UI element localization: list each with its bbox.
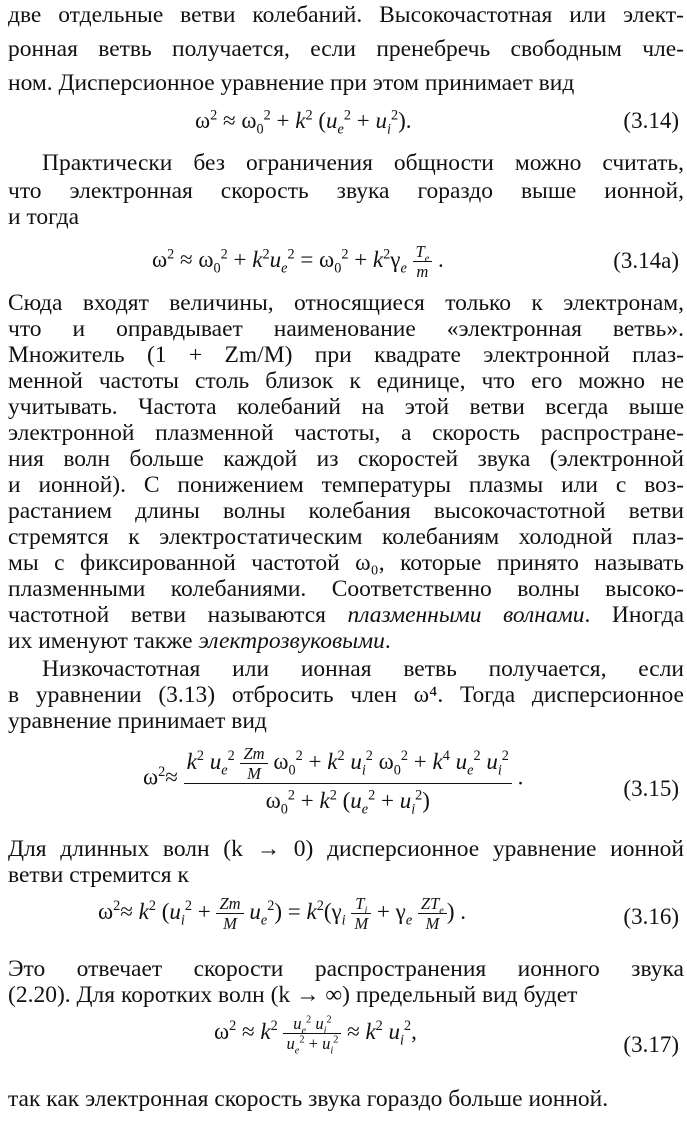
text-line: что электронная скорость звука гораздо выше ионной, (8, 178, 684, 204)
text-line: растанием длины волны колебания высокочастотной ветви (8, 498, 684, 524)
text-line: учитывать. Частота колебаний на этой ветви всегда выше (8, 394, 684, 420)
text-line (8, 628, 684, 654)
text-line: и тогда (8, 204, 80, 230)
text-line: Низкочастотная или ионная ветвь получается, если (42, 656, 684, 682)
text-line (8, 602, 684, 628)
text-line: две отдельные ветви колебаний. Высокочастотная или элект- (8, 2, 684, 28)
equation-number: (3.17) (623, 1032, 679, 1057)
text-line: мы с фиксированной частотой ω₀, которые принято называть (8, 550, 684, 576)
equation-formula: $\omega^2\approx$ $k^2$ $u_e^2$ $\frac{Zm}{M}$ $\omega_0^2 + k^2$ $u_i^2$ $\omega_0^2 + k^4$ $u_e^2$ $u_i^2$ $\omega_0^2 + k^2$ $(u_e^2 + u_i^2)$ . (143, 744, 524, 818)
equation-formula: $\omega^2\approx k^2$ ($u_i^2$ + $\frac{Zm}{M}$ $u_e^2) = k^2(\gamma_i$ $\frac{T_i}{M}$ + $\gamma_e$ $\frac{ZT_e}{M}$ ) . (98, 894, 467, 934)
text-line: (2.20). Для коротких волн (k → ∞) предельный вид будет (8, 982, 578, 1008)
text-line: стремятся к электростатическим колебаниям холодной плаз- (8, 524, 684, 550)
text-segment: . (384, 628, 391, 654)
equation-3-15 (0, 744, 687, 834)
equation-3-14a (0, 240, 687, 290)
text-line: Множитель (1 + Zm/M) при квадрате электронной плаз- (8, 342, 684, 368)
equation-number: (3.14а) (613, 248, 679, 273)
equation-3-16 (0, 890, 687, 946)
text-line: ветви стремится к (8, 862, 189, 888)
equation-formula: $\omega^2 \approx \omega_0^2 + k^2$ $(u_e^2 + u_i^2)$. (195, 107, 412, 138)
text-line: электронной плазменной частоты, а скорость распростране- (8, 420, 684, 446)
equation-formula: $\omega^2 \approx k^2$ $\frac{u_e^2 u_i^2}{u_e^2 + u_i^2}$ ≈ $k^2$ $u_i^2$, (214, 1014, 417, 1057)
equation-3-14 (0, 108, 687, 138)
text-segment: . Иногда (584, 602, 685, 628)
text-segment: их именуют также (8, 628, 193, 654)
text-line: Это отвечает скорости распространения ионного звука (8, 956, 684, 982)
equation-formula: $\omega^2 \approx \omega_0^2 + k^2u_e^2 = \omega_0^2 + k^2\gamma_e$ $\frac{T_e}{m}$ . (152, 242, 444, 282)
text-line: менной частоты столь близок к единице, что его можно не (8, 368, 684, 394)
text-line: ния волн больше каждой из скоростей звука (электронной (8, 446, 684, 472)
text-line: и ионной). С понижением температуры плазмы или с воз- (8, 472, 684, 498)
equation-number: (3.15) (623, 776, 679, 801)
italic-term: плазменными волнами (347, 602, 585, 628)
text-line: уравнение принимает вид (8, 708, 267, 734)
text-line: что и оправдывает наименование «электронная ветвь». (8, 316, 684, 342)
text-line: Для длинных волн (k → 0) дисперсионное уравнение ионной (8, 836, 684, 862)
equation-number: (3.14) (623, 108, 679, 133)
text-line: так как электронная скорость звука гораздо больше ионной. (8, 1086, 609, 1112)
equation-3-17 (0, 1012, 687, 1080)
text-line: в уравнении (3.13) отбросить член ω⁴. Тогда дисперсионное (8, 682, 684, 708)
text-line: ном. Дисперсионное уравнение при этом принимает вид (8, 70, 575, 96)
italic-term: электрозвуковыми (198, 628, 385, 654)
text-line: ронная ветвь получается, если пренебречь свободным чле- (8, 36, 684, 62)
text-segment: частотной ветви называются (8, 602, 326, 628)
text-line: Сюда входят величины, относящиеся только к электронам, (8, 290, 684, 316)
text-line: плазменными колебаниями. Соответственно волны высоко- (8, 576, 684, 602)
text-line: Практически без ограничения общности можно считать, (42, 150, 684, 176)
equation-number: (3.16) (623, 904, 679, 929)
